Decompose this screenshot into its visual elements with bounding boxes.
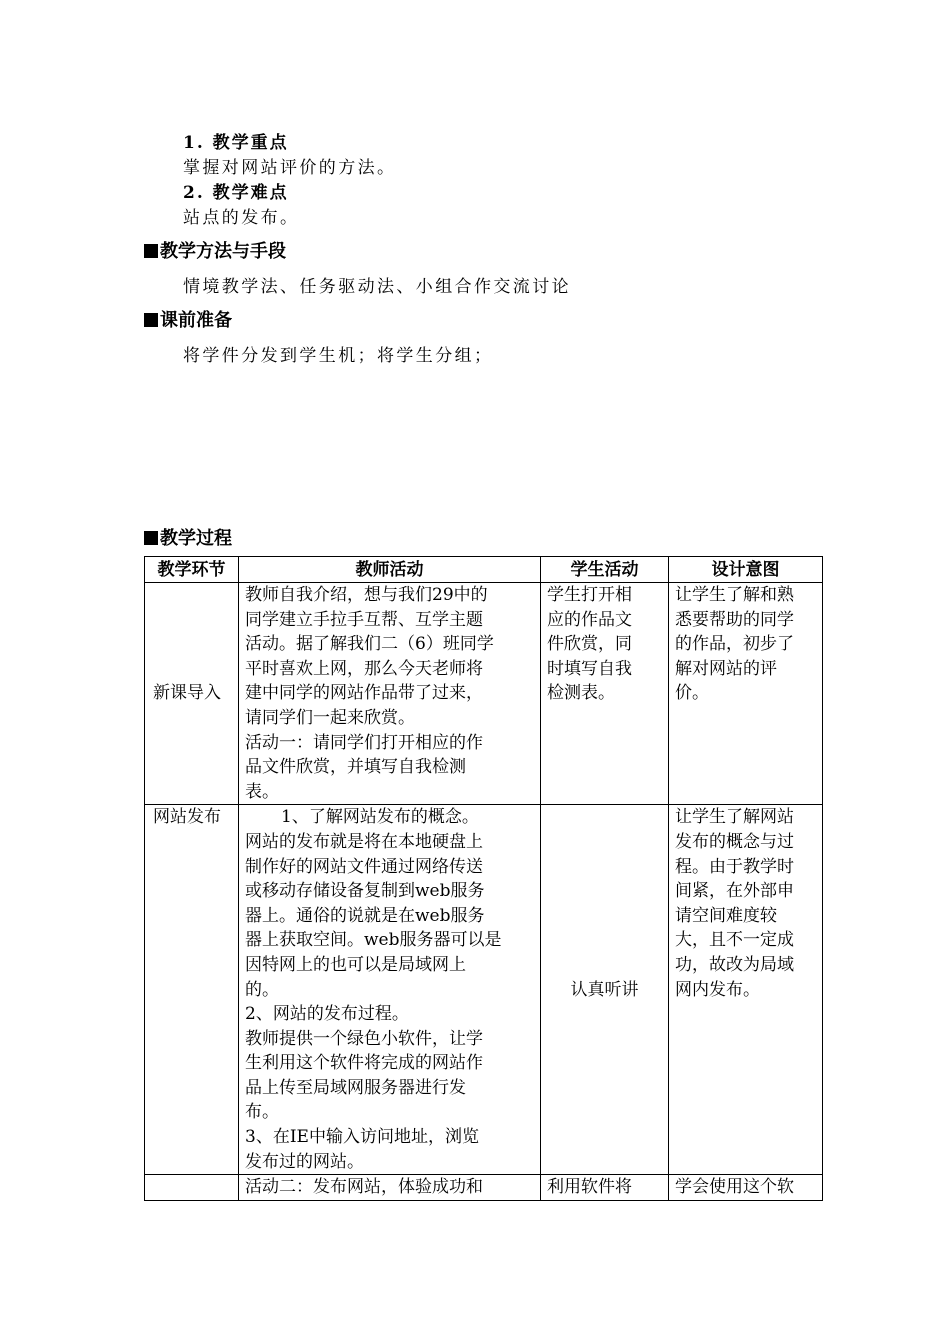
teacher-activity-cell bbox=[239, 805, 541, 1175]
process-table bbox=[144, 556, 823, 1201]
text-line: 程。由于教学时 bbox=[675, 856, 794, 877]
column-header: 设计意图 bbox=[669, 557, 823, 583]
text-line: 活动二：发布网站，体验成功和 bbox=[245, 1177, 483, 1198]
text-line: 制作好的网站文件通过网络传送 bbox=[245, 856, 483, 877]
text-line: 平时喜欢上网，那么今天老师将 bbox=[245, 658, 483, 679]
text-line: 间紧，在外部申 bbox=[675, 881, 794, 902]
preparation-text: 将学件分发到学生机；将学生分组； bbox=[183, 346, 494, 366]
design-intent-cell bbox=[669, 1175, 823, 1201]
text-line: 学生打开相 bbox=[547, 585, 632, 605]
difficulty-text: 站点的发布。 bbox=[183, 208, 300, 228]
text-line: 时填写自我 bbox=[547, 658, 632, 679]
process-heading bbox=[144, 524, 232, 550]
design-intent-cell bbox=[669, 805, 823, 1175]
square-bullet-icon bbox=[144, 531, 158, 545]
table-row bbox=[145, 583, 823, 805]
text-line: 请同学们一起来欣赏。 bbox=[245, 707, 415, 728]
text-line: 价。 bbox=[675, 683, 709, 704]
methods-text: 情境教学法、任务驱动法、小组合作交流讨论 bbox=[183, 277, 571, 297]
preparation-heading-label: 课前准备 bbox=[160, 310, 232, 331]
column-header: 教学环节 bbox=[145, 557, 239, 583]
student-activity-cell bbox=[541, 1175, 669, 1201]
text-line: 网站的发布就是将在本地硬盘上 bbox=[245, 831, 483, 852]
text-line: 教师提供一个绿色小软件，让学 bbox=[245, 1028, 483, 1049]
text-line: 功，故改为局域 bbox=[675, 954, 794, 975]
text-line: 利用软件将 bbox=[547, 1177, 632, 1198]
table-row bbox=[145, 1175, 823, 1201]
text-line: 的作品，初步了 bbox=[675, 634, 794, 655]
key-point-heading: 1. 教学重点 bbox=[183, 133, 289, 153]
key-point-text: 掌握对网站评价的方法。 bbox=[183, 158, 397, 178]
text-line: 品文件欣赏，并填写自我检测 bbox=[245, 757, 466, 778]
text-line: 网内发布。 bbox=[675, 979, 760, 1000]
text-line: 布。 bbox=[245, 1102, 279, 1123]
text-line: 发布过的网站。 bbox=[245, 1151, 364, 1172]
column-header: 教师活动 bbox=[239, 557, 541, 583]
student-activity-cell bbox=[541, 583, 669, 805]
teacher-activity-cell bbox=[239, 583, 541, 805]
text-line: 检测表。 bbox=[547, 683, 615, 704]
text-line: 因特网上的也可以是局域网上 bbox=[245, 954, 466, 975]
stage-cell bbox=[145, 1175, 239, 1201]
text-line: 教师自我介绍，想与我们29中的 bbox=[245, 585, 488, 605]
text-line: 1、了解网站发布的概念。 bbox=[281, 807, 479, 828]
text-line: 3、在IE中输入访问地址，浏览 bbox=[245, 1127, 479, 1148]
text-line: 生利用这个软件将完成的网站作 bbox=[245, 1053, 483, 1074]
text-line: 器上。通俗的说就是在web服务 bbox=[245, 905, 485, 926]
text-line: 表。 bbox=[245, 781, 279, 802]
text-line: 件欣赏，同 bbox=[547, 634, 632, 655]
square-bullet-icon bbox=[144, 313, 158, 327]
text-line: 学会使用这个软 bbox=[675, 1177, 794, 1198]
table-header-row bbox=[145, 557, 823, 583]
text-line: 活动。据了解我们二（6）班同学 bbox=[245, 634, 494, 655]
column-header: 学生活动 bbox=[541, 557, 669, 583]
text-line: 让学生了解和熟 bbox=[675, 585, 794, 605]
difficulty-heading: 2. 教学难点 bbox=[183, 183, 289, 203]
text-line: 的。 bbox=[245, 979, 279, 1000]
text-line: 发布的概念与过 bbox=[675, 831, 794, 852]
square-bullet-icon bbox=[144, 244, 158, 258]
text-line: 请空间难度较 bbox=[675, 905, 777, 926]
text-line: 2、网站的发布过程。 bbox=[245, 1004, 409, 1025]
text-line: 解对网站的评 bbox=[675, 658, 777, 679]
text-line: 或移动存储设备复制到web服务 bbox=[245, 881, 485, 902]
text-line: 同学建立手拉手互帮、互学主题 bbox=[245, 609, 483, 630]
methods-heading bbox=[144, 237, 286, 263]
student-activity-cell: 认真听讲 bbox=[541, 805, 669, 1175]
table-row bbox=[145, 805, 823, 1175]
text-line: 应的作品文 bbox=[547, 609, 632, 630]
methods-heading-label: 教学方法与手段 bbox=[160, 241, 286, 262]
design-intent-cell bbox=[669, 583, 823, 805]
text-line: 活动一：请同学们打开相应的作 bbox=[245, 732, 483, 753]
stage-cell: 网站发布 bbox=[145, 805, 239, 1175]
text-line: 悉要帮助的同学 bbox=[675, 609, 794, 630]
preparation-heading bbox=[144, 306, 232, 332]
process-heading-label: 教学过程 bbox=[160, 528, 232, 549]
stage-cell: 新课导入 bbox=[145, 583, 239, 805]
text-line: 让学生了解网站 bbox=[675, 807, 794, 828]
text-line: 器上获取空间。web服务器可以是 bbox=[245, 930, 502, 951]
text-line: 建中同学的网站作品带了过来， bbox=[245, 683, 483, 704]
text-line: 大，且不一定成 bbox=[675, 930, 794, 951]
teacher-activity-cell bbox=[239, 1175, 541, 1201]
text-line: 品上传至局域网服务器进行发 bbox=[245, 1077, 466, 1098]
